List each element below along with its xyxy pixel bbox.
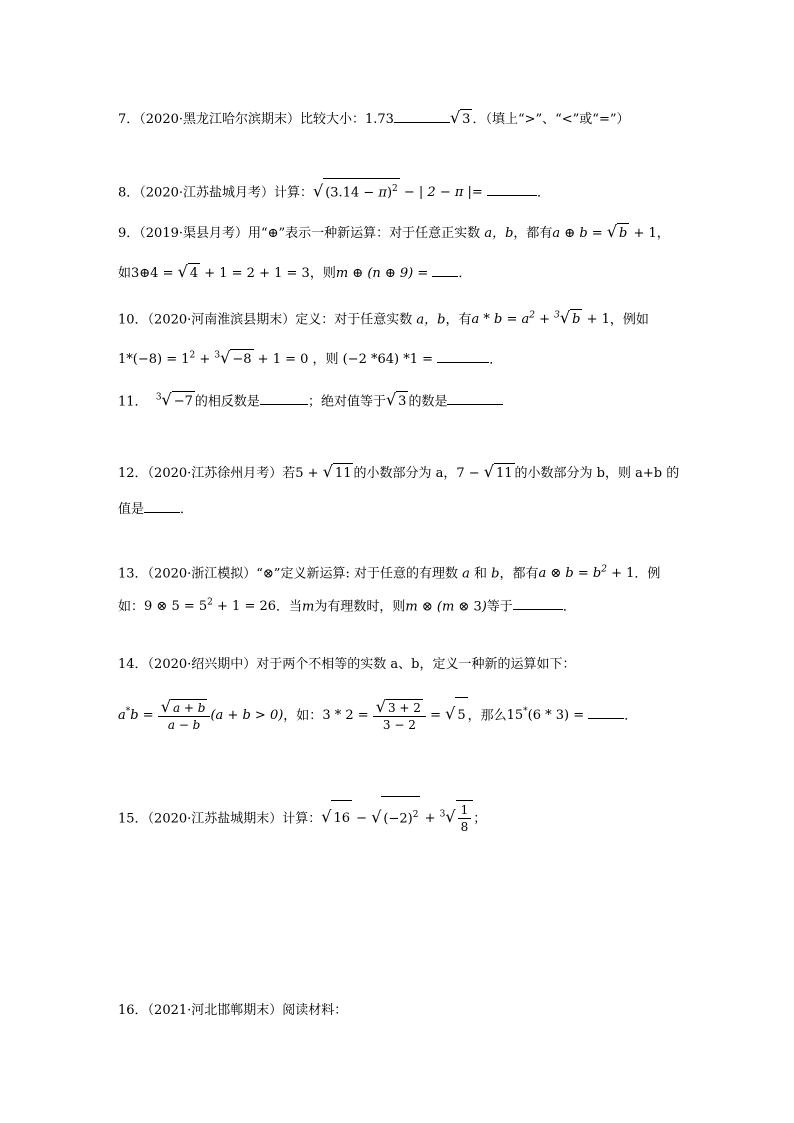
formula: m ⊕ (n ⊕ 9) =	[335, 266, 433, 281]
answer-blank[interactable]	[588, 704, 624, 719]
answer-blank[interactable]	[447, 390, 503, 405]
question-12-line2: 值是 ．	[118, 498, 193, 520]
formula: 3⊕4 = √ 4 + 1 = 2 + 1 = 3	[131, 266, 310, 281]
formula: 15*(6 * 3) =	[506, 707, 589, 724]
question-12: 12．（2020·江苏徐州月考）若5 + √ 11 的小数部分为 a，7 − √ 11 的小数部分为 b，则 a+b 的	[118, 462, 679, 484]
answer-blank[interactable]	[432, 262, 458, 277]
answer-blank[interactable]	[260, 390, 308, 405]
answer-blank[interactable]	[513, 595, 563, 610]
question-7: 7．（2020·黑龙江哈尔滨期末）比较大小：1.73 √ 3 ．（填上“>”、“<”或“=”）	[118, 108, 630, 130]
formula: 7 − √ 11	[456, 466, 514, 481]
question-15: 15．（2020·江苏盐城期末）计算：√ 16 − √ $(-2)^2 + ^3√$ $\frac{1}{8}$ ；	[118, 796, 486, 837]
formula: 3 * 2 = $\frac{√ 3 + 2}{3 - 2}$ = √ 5	[322, 708, 467, 723]
formula: a ⊗ $b = b^2 + 1$	[538, 565, 635, 582]
question-14-line2: a*b = $\frac{√ a + b}{a - b}$ (a + b > 0)，如：3 * 2 = $\frac{√ 3 + 2}{3 - 2}$ = √ 5 ，那么15*(6 * 3) = ．	[118, 694, 637, 734]
answer-blank[interactable]	[487, 181, 537, 196]
question-11: 11． $^3$√ −7 的相反数是 ；绝对值等于√ 3 的数是	[118, 388, 503, 412]
answer-blank[interactable]	[394, 108, 450, 123]
question-16: 16．（2021·河北邯郸期末）阅读材料：	[118, 1003, 348, 1018]
formula: m ⊗ (m ⊗ 3)	[405, 599, 487, 615]
question-13-line2: 如：9 ⊗ $5 = 5^2 + 1 = 26$．当m为有理数时，则m ⊗ (m ⊗ 3)等于 ．	[118, 593, 576, 617]
question-8: 8．（2020·江苏盐城月考）计算：√ $(3.14 - \pi)^2$ − | 2 − π |= ．	[118, 178, 550, 203]
formula: a ⊕ b = √ b + 1	[552, 226, 656, 241]
question-13: 13．（2020·浙江模拟）“⊗”定义新运算: 对于任意的有理数 a 和 b，都有a ⊗ $b = b^2 + 1$．例	[118, 565, 661, 582]
question-14: 14．（2020·绍兴期中）对于两个不相等的实数 a、b，定义一种新的运算如下：	[118, 657, 576, 672]
formula: √ $(3.14 - \pi)^2$ − | 2 − π |=	[313, 185, 487, 200]
formula: 5 + √ 11	[295, 466, 353, 481]
formula: $1*(-8) = 1^2 + ^3√ -8 + 1 = 0$ ，则 (−2 *64) *1 =	[118, 352, 437, 367]
formula: a*b = $\frac{√ a + b}{a - b}$ (a + b > 0)	[118, 696, 284, 732]
formula: √ 16 − √ $(-2)^2 + ^3√$ $\frac{1}{8}$	[321, 811, 473, 826]
answer-blank[interactable]	[437, 348, 489, 363]
question-10-line2: $1*(-8) = 1^2 + ^3√ -8 + 1 = 0$ ，则 (−2 *64) *1 = ．	[118, 346, 502, 370]
formula: 9 ⊗ $5 = 5^2 + 1 = 26$	[144, 598, 277, 615]
formula: $^3$√ −7	[148, 394, 195, 409]
question-9-line2: 如3⊕4 = √ 4 + 1 = 2 + 1 = 3，则m ⊕ (n ⊕ 9) = ．	[118, 262, 471, 284]
answer-blank[interactable]	[144, 498, 180, 513]
question-9: 9．（2019·渠县月考）用“⊕”表示一种新运算：对于任意正实数 a，b，都有a ⊕ b = √ b + 1，	[118, 222, 670, 244]
question-10: 10．（2020·河南淮滨县期末）定义：对于任意实数 a，b，有$a * b = a^2 + ^3√$ b + 1，例如	[118, 306, 649, 330]
formula: $a * b = a^2 + ^3√$ b + 1	[472, 312, 610, 327]
